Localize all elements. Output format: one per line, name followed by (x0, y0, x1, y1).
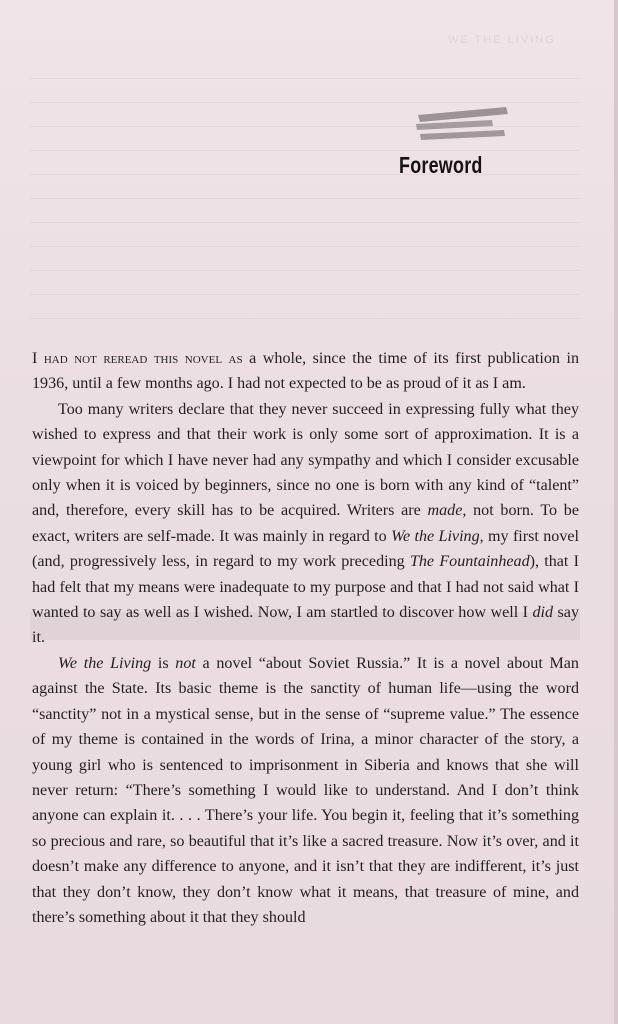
page-title: Foreword (399, 152, 483, 178)
p2-segment-g: ), that I had felt that my means were inadequate to my purpose and that I had not said what I wanted to say as well as I wished. Now, I am startled to discover how well I (32, 553, 579, 622)
paragraph-2 (32, 397, 579, 651)
foreword-body (32, 346, 579, 930)
p3-italic-not: not (175, 654, 196, 672)
p2-italic-title-fountainhead: The Fountainhead (409, 553, 530, 571)
p3-segment-d: a novel “about Soviet Russia.” It is a novel about Man against the State. Its basic theme is the sanctity of human life—using the word “sanctity” not in a mystical sense, but in the sense of “supreme value.” The essence of my theme is contained in the words of Irina, a minor character of the story, a young girl who is sentenced to imprisonment in Siberia and knows that she will never return: “There’s something I would like to understand. And I don’t think anyone can explain it. . . . There’s your life. You begin it, feeling that it’s something so precious and rare, so beautiful that it’s like a sacred treasure. Now it’s over, and it doesn’t make any difference to anyone, and it isn’t that they are indifferent, it’s just that they don’t know, they don’t know what it means, that treasure of mine, and there’s something about it that they should (32, 654, 579, 926)
paragraph-1 (32, 346, 579, 397)
p2-segment-a: Too many writers declare that they never succeed in expressing fully what they wished to express and that their work is only some sort of approximation. It is a viewpoint for which I have never had any sympathy and which I consider excusable only when it is voiced by beginners, since no one is born with any kind of “talent” and, therefore, every skill has to be acquired. Writers are (32, 400, 579, 520)
p2-italic-made: made, (427, 502, 467, 520)
paragraph-1-text: a whole, since the time of its first publication in 1936, until a few months ago. I had not expected to be as proud of it as I am. (32, 350, 579, 393)
p3-italic-title: We the Living (58, 654, 152, 672)
p2-segment-e: my first novel (and, progressively less, in regard to my work preceding (32, 527, 579, 571)
page-edge (614, 0, 618, 1024)
paragraph-3 (32, 651, 579, 930)
p2-italic-title-we-the-living: We the Living, (391, 527, 484, 545)
p2-segment-i: say it. (32, 604, 579, 647)
p2-segment-c: not born. To be exact, writers are self-made. It was mainly in regard to (32, 502, 580, 545)
p2-italic-did: did (532, 604, 554, 622)
p3-segment-b: is (151, 654, 176, 672)
opening-small-caps: I had not reread this novel as (32, 350, 243, 367)
triple-bar-ornament-icon (414, 103, 510, 145)
running-head: WE THE LIVING (448, 34, 556, 46)
